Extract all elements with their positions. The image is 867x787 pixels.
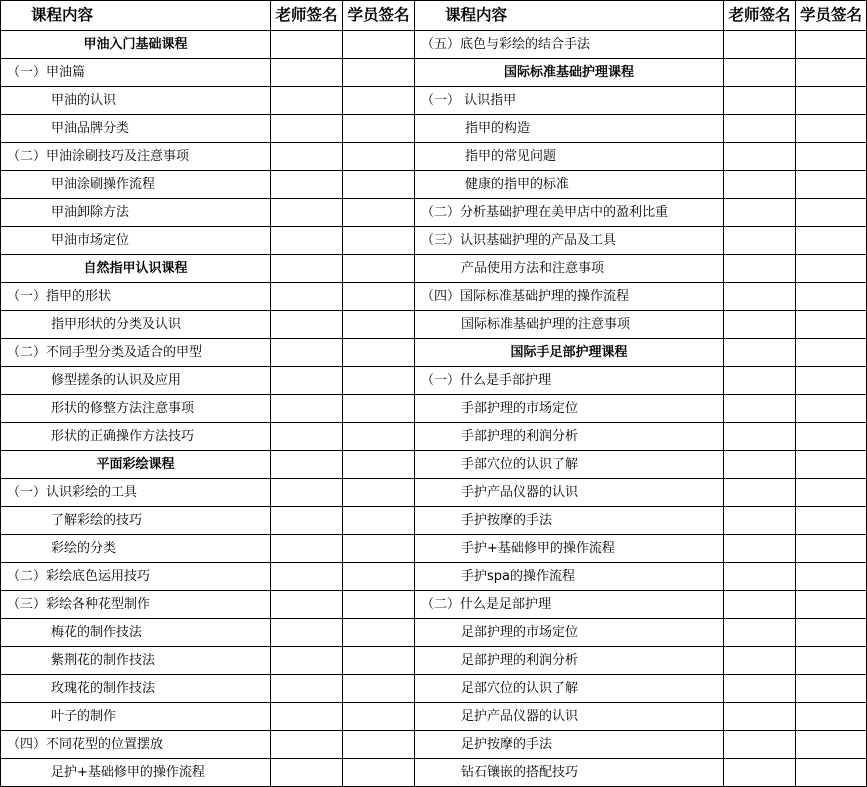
left-course-item: 玫瑰花的制作技法 (1, 675, 271, 703)
table-row (1, 703, 867, 731)
table-row (1, 591, 867, 619)
right-course-item3: 手部穴位的认识了解 (415, 451, 724, 479)
left-student-sign-cell[interactable] (343, 759, 415, 787)
right-student-sign-cell[interactable] (796, 675, 867, 703)
right-student-sign-cell[interactable] (796, 395, 867, 423)
left-course-item: 指甲形状的分类及认识 (1, 311, 271, 339)
right-course-section: （三）认识基础护理的产品及工具 (415, 227, 724, 255)
right-teacher-sign-cell[interactable] (724, 731, 796, 759)
left-teacher-sign-cell[interactable] (271, 675, 343, 703)
left-course-content-header: 课程内容 (1, 1, 271, 31)
left-course-section: （三）彩绘各种花型制作 (1, 591, 271, 619)
right-course-section: （五）底色与彩绘的结合手法 (415, 31, 724, 59)
left-teacher-sign-cell[interactable] (271, 479, 343, 507)
left-teacher-sign-cell[interactable] (271, 451, 343, 479)
right-course-item3: 手部护理的市场定位 (415, 395, 724, 423)
table-row (1, 255, 867, 283)
left-course-item: 甲油市场定位 (1, 227, 271, 255)
right-teacher-sign-cell[interactable] (724, 255, 796, 283)
right-student-sign-cell[interactable] (796, 507, 867, 535)
right-teacher-sign-cell[interactable] (724, 367, 796, 395)
right-teacher-sign-cell[interactable] (724, 703, 796, 731)
table-row (1, 423, 867, 451)
right-teacher-sign-cell[interactable] (724, 451, 796, 479)
left-student-sign-cell[interactable] (343, 451, 415, 479)
left-course-item: 修型搓条的认识及应用 (1, 367, 271, 395)
right-student-sign-cell[interactable] (796, 171, 867, 199)
left-course-section: （二）甲油涂刷技巧及注意事项 (1, 143, 271, 171)
right-teacher-sign-cell[interactable] (724, 563, 796, 591)
left-student-sign-cell[interactable] (343, 395, 415, 423)
left-student-sign-cell[interactable] (343, 703, 415, 731)
right-course-item3: 钻石镶嵌的搭配技巧 (415, 759, 724, 787)
right-student-sign-cell[interactable] (796, 479, 867, 507)
right-course-item3: 足部护理的市场定位 (415, 619, 724, 647)
left-student-sign-cell[interactable] (343, 423, 415, 451)
left-course-section: （二）不同手型分类及适合的甲型 (1, 339, 271, 367)
right-student-sign-cell[interactable] (796, 339, 867, 367)
right-teacher-sign-cell[interactable] (724, 647, 796, 675)
left-course-section: （一）甲油篇 (1, 59, 271, 87)
table-row (1, 115, 867, 143)
right-teacher-sign-cell[interactable] (724, 59, 796, 87)
right-student-sign-cell[interactable] (796, 563, 867, 591)
left-course-item: 甲油品牌分类 (1, 115, 271, 143)
left-course-title: 平面彩绘课程 (1, 451, 271, 479)
left-teacher-sign-cell[interactable] (271, 311, 343, 339)
right-teacher-sign-cell[interactable] (724, 395, 796, 423)
table-row (1, 199, 867, 227)
left-teacher-sign-cell[interactable] (271, 31, 343, 59)
left-teacher-sign-cell[interactable] (271, 507, 343, 535)
table-row (1, 395, 867, 423)
table-row (1, 31, 867, 59)
left-teacher-sign-cell[interactable] (271, 731, 343, 759)
right-course-content-header: 课程内容 (415, 1, 724, 31)
right-student-sign-cell[interactable] (796, 591, 867, 619)
left-teacher-sign-cell[interactable] (271, 535, 343, 563)
left-teacher-sign-cell[interactable] (271, 59, 343, 87)
left-student-sign-cell[interactable] (343, 647, 415, 675)
right-course-title: 国际手足部护理课程 (415, 339, 724, 367)
right-course-item3: 足部护理的利润分析 (415, 647, 724, 675)
right-course-item2: 指甲的常见问题 (415, 143, 724, 171)
table-row (1, 451, 867, 479)
left-course-item: 足护+基础修甲的操作流程 (1, 759, 271, 787)
right-course-section: （二）分析基础护理在美甲店中的盈利比重 (415, 199, 724, 227)
right-teacher-sign-cell[interactable] (724, 115, 796, 143)
left-course-item: 叶子的制作 (1, 703, 271, 731)
right-student-sign-cell[interactable] (796, 647, 867, 675)
left-teacher-sign-header: 老师签名 (271, 1, 343, 31)
table-row (1, 619, 867, 647)
left-teacher-sign-cell[interactable] (271, 563, 343, 591)
right-teacher-sign-cell[interactable] (724, 535, 796, 563)
table-row (1, 479, 867, 507)
table-row (1, 507, 867, 535)
left-teacher-sign-cell[interactable] (271, 255, 343, 283)
left-teacher-sign-cell[interactable] (271, 227, 343, 255)
right-teacher-sign-cell[interactable] (724, 675, 796, 703)
left-student-sign-cell[interactable] (343, 199, 415, 227)
left-student-sign-cell[interactable] (343, 591, 415, 619)
left-teacher-sign-cell[interactable] (271, 423, 343, 451)
right-course-item3: 足护产品仪器的认识 (415, 703, 724, 731)
left-student-sign-cell[interactable] (343, 675, 415, 703)
left-course-item: 了解彩绘的技巧 (1, 507, 271, 535)
right-teacher-sign-cell[interactable] (724, 143, 796, 171)
right-student-sign-cell[interactable] (796, 703, 867, 731)
table-row (1, 283, 867, 311)
right-teacher-sign-cell[interactable] (724, 507, 796, 535)
right-course-title: 国际标准基础护理课程 (415, 59, 724, 87)
right-student-sign-header: 学员签名 (796, 1, 867, 31)
left-teacher-sign-cell[interactable] (271, 171, 343, 199)
right-student-sign-cell[interactable] (796, 115, 867, 143)
table-row (1, 759, 867, 787)
left-teacher-sign-cell[interactable] (271, 591, 343, 619)
right-teacher-sign-cell[interactable] (724, 619, 796, 647)
left-student-sign-cell[interactable] (343, 283, 415, 311)
right-teacher-sign-cell[interactable] (724, 227, 796, 255)
left-teacher-sign-cell[interactable] (271, 199, 343, 227)
right-student-sign-cell[interactable] (796, 367, 867, 395)
right-student-sign-cell[interactable] (796, 731, 867, 759)
right-student-sign-cell[interactable] (796, 759, 867, 787)
right-student-sign-cell[interactable] (796, 227, 867, 255)
left-student-sign-cell[interactable] (343, 59, 415, 87)
right-teacher-sign-cell[interactable] (724, 171, 796, 199)
right-course-section: （一） 认识指甲 (415, 87, 724, 115)
right-course-item2: 健康的指甲的标准 (415, 171, 724, 199)
left-teacher-sign-cell[interactable] (271, 703, 343, 731)
right-course-section: （二）什么是足部护理 (415, 591, 724, 619)
left-student-sign-cell[interactable] (343, 731, 415, 759)
left-student-sign-cell[interactable] (343, 479, 415, 507)
left-student-sign-cell[interactable] (343, 255, 415, 283)
left-student-sign-cell[interactable] (343, 507, 415, 535)
left-teacher-sign-cell[interactable] (271, 115, 343, 143)
right-course-item3: 产品使用方法和注意事项 (415, 255, 724, 283)
right-student-sign-cell[interactable] (796, 59, 867, 87)
right-teacher-sign-cell[interactable] (724, 283, 796, 311)
right-teacher-sign-cell[interactable] (724, 31, 796, 59)
left-student-sign-cell[interactable] (343, 171, 415, 199)
left-course-section: （一）指甲的形状 (1, 283, 271, 311)
left-student-sign-cell[interactable] (343, 31, 415, 59)
left-teacher-sign-cell[interactable] (271, 759, 343, 787)
left-teacher-sign-cell[interactable] (271, 395, 343, 423)
left-course-section: （四）不同花型的位置摆放 (1, 731, 271, 759)
right-student-sign-cell[interactable] (796, 31, 867, 59)
left-student-sign-cell[interactable] (343, 563, 415, 591)
table-row (1, 311, 867, 339)
left-course-item: 紫荆花的制作技法 (1, 647, 271, 675)
table-row (1, 339, 867, 367)
left-course-section: （二）彩绘底色运用技巧 (1, 563, 271, 591)
right-course-item3: 足部穴位的认识了解 (415, 675, 724, 703)
left-student-sign-cell[interactable] (343, 143, 415, 171)
left-student-sign-cell[interactable] (343, 311, 415, 339)
table-row (1, 87, 867, 115)
left-course-item: 形状的修整方法注意事项 (1, 395, 271, 423)
right-teacher-sign-cell[interactable] (724, 87, 796, 115)
left-student-sign-cell[interactable] (343, 535, 415, 563)
table-row (1, 563, 867, 591)
right-course-item2: 指甲的构造 (415, 115, 724, 143)
right-teacher-sign-cell[interactable] (724, 591, 796, 619)
right-student-sign-cell[interactable] (796, 255, 867, 283)
table-row (1, 143, 867, 171)
right-teacher-sign-cell[interactable] (724, 759, 796, 787)
left-teacher-sign-cell[interactable] (271, 339, 343, 367)
right-student-sign-cell[interactable] (796, 199, 867, 227)
left-student-sign-cell[interactable] (343, 115, 415, 143)
left-teacher-sign-cell[interactable] (271, 367, 343, 395)
table-row (1, 171, 867, 199)
left-course-item: 甲油涂刷操作流程 (1, 171, 271, 199)
right-student-sign-cell[interactable] (796, 143, 867, 171)
left-teacher-sign-cell[interactable] (271, 283, 343, 311)
right-course-section: （一）什么是手部护理 (415, 367, 724, 395)
left-student-sign-cell[interactable] (343, 227, 415, 255)
table-row (1, 367, 867, 395)
left-course-item: 彩绘的分类 (1, 535, 271, 563)
left-teacher-sign-cell[interactable] (271, 87, 343, 115)
left-student-sign-header: 学员签名 (343, 1, 415, 31)
right-student-sign-cell[interactable] (796, 283, 867, 311)
left-course-title: 自然指甲认识课程 (1, 255, 271, 283)
table-row (1, 647, 867, 675)
left-teacher-sign-cell[interactable] (271, 619, 343, 647)
left-course-item: 形状的正确操作方法技巧 (1, 423, 271, 451)
left-student-sign-cell[interactable] (343, 87, 415, 115)
right-course-item3: 手护spa的操作流程 (415, 563, 724, 591)
left-teacher-sign-cell[interactable] (271, 143, 343, 171)
header-row (1, 1, 867, 31)
table-row (1, 535, 867, 563)
right-student-sign-cell[interactable] (796, 311, 867, 339)
right-student-sign-cell[interactable] (796, 423, 867, 451)
right-teacher-sign-cell[interactable] (724, 423, 796, 451)
right-course-item3: 足护按摩的手法 (415, 731, 724, 759)
course-body (1, 31, 867, 787)
right-course-item3: 手护产品仪器的认识 (415, 479, 724, 507)
left-course-item: 梅花的制作技法 (1, 619, 271, 647)
right-teacher-sign-cell[interactable] (724, 479, 796, 507)
left-course-item: 甲油卸除方法 (1, 199, 271, 227)
right-student-sign-cell[interactable] (796, 451, 867, 479)
table-row (1, 59, 867, 87)
table-row (1, 227, 867, 255)
right-student-sign-cell[interactable] (796, 619, 867, 647)
left-course-item: 甲油的认识 (1, 87, 271, 115)
right-course-item3: 手护按摩的手法 (415, 507, 724, 535)
left-student-sign-cell[interactable] (343, 619, 415, 647)
right-teacher-sign-cell[interactable] (724, 311, 796, 339)
left-teacher-sign-cell[interactable] (271, 647, 343, 675)
table-row (1, 675, 867, 703)
right-course-item3: 手护+基础修甲的操作流程 (415, 535, 724, 563)
table-row (1, 731, 867, 759)
right-teacher-sign-cell[interactable] (724, 339, 796, 367)
left-course-title: 甲油入门基础课程 (1, 31, 271, 59)
right-teacher-sign-cell[interactable] (724, 199, 796, 227)
left-student-sign-cell[interactable] (343, 367, 415, 395)
right-course-item3: 手部护理的利润分析 (415, 423, 724, 451)
right-course-section: （四）国际标准基础护理的操作流程 (415, 283, 724, 311)
left-student-sign-cell[interactable] (343, 339, 415, 367)
right-teacher-sign-header: 老师签名 (724, 1, 796, 31)
right-course-item3: 国际标准基础护理的注意事项 (415, 311, 724, 339)
right-student-sign-cell[interactable] (796, 535, 867, 563)
right-student-sign-cell[interactable] (796, 87, 867, 115)
left-course-section: （一）认识彩绘的工具 (1, 479, 271, 507)
